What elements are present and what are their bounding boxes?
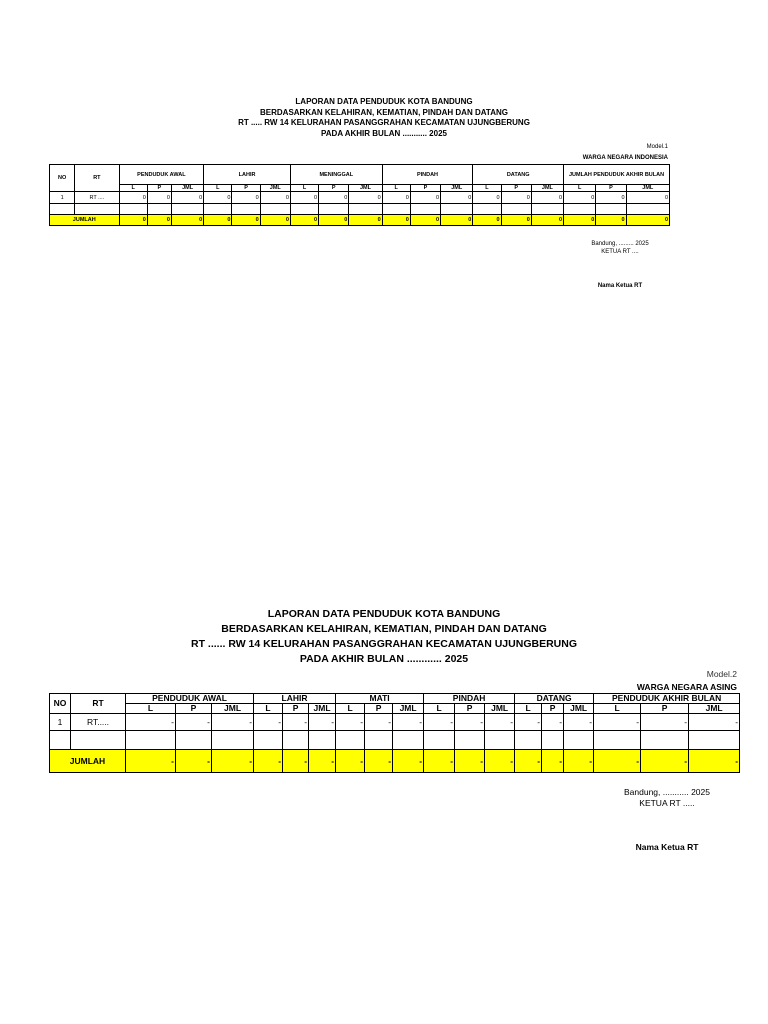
total-value: - bbox=[594, 750, 641, 773]
sub-header-l: L bbox=[473, 185, 501, 192]
cell-value: 0 bbox=[441, 192, 473, 204]
cell-value: 0 bbox=[260, 192, 290, 204]
cell-value: 0 bbox=[382, 192, 410, 204]
cell-value: 0 bbox=[290, 192, 318, 204]
row-no: 1 bbox=[50, 714, 71, 731]
cell-value: 0 bbox=[473, 192, 501, 204]
sign-role: KETUA RT ..... bbox=[639, 798, 695, 808]
title-line-3: RT ..... RW 14 KELURAHAN PASANGGRAHAN KECAMATAN UJUNGBERUNG bbox=[238, 118, 530, 127]
total-value: - bbox=[212, 750, 254, 773]
sub-header-l: L bbox=[424, 704, 455, 714]
cell-value: - bbox=[542, 714, 564, 731]
cell-value: 0 bbox=[171, 192, 203, 204]
total-value: - bbox=[485, 750, 515, 773]
cell-value: - bbox=[485, 714, 515, 731]
sign-role: KETUA RT .... bbox=[601, 249, 639, 255]
cell-value: 0 bbox=[531, 192, 563, 204]
sub-header-jml: JML bbox=[171, 185, 203, 192]
total-value: - bbox=[455, 750, 485, 773]
cell-value: 0 bbox=[349, 192, 382, 204]
group-header-pindah: PINDAH bbox=[382, 165, 473, 185]
citizen-type-label: WARGA NEGARA ASING bbox=[636, 682, 737, 692]
sub-header-p: P bbox=[232, 185, 260, 192]
total-row bbox=[50, 215, 670, 226]
sub-header-p: P bbox=[596, 185, 626, 192]
cell-value: - bbox=[365, 714, 393, 731]
total-value: 0 bbox=[349, 215, 382, 226]
total-value: 0 bbox=[441, 215, 473, 226]
total-value: 0 bbox=[260, 215, 290, 226]
sub-header-l: L bbox=[382, 185, 410, 192]
total-value: - bbox=[254, 750, 283, 773]
cell-value: 0 bbox=[564, 192, 596, 204]
cell-value: 0 bbox=[119, 192, 147, 204]
sign-name: Nama Ketua RT bbox=[597, 283, 643, 289]
sub-header-jml: JML bbox=[260, 185, 290, 192]
sub-header-l: L bbox=[564, 185, 596, 192]
sub-header-l: L bbox=[254, 704, 283, 714]
sub-header-p: P bbox=[147, 185, 171, 192]
total-value: 0 bbox=[119, 215, 147, 226]
cell-value: - bbox=[689, 714, 740, 731]
group-header-lahir: LAHIR bbox=[254, 694, 336, 704]
group-header-akhir-bulan: PENDUDUK AKHIR BULAN bbox=[594, 694, 740, 704]
sub-header-p: P bbox=[319, 185, 349, 192]
title-line-1: LAPORAN DATA PENDUDUK KOTA BANDUNG bbox=[295, 97, 473, 106]
cell-value: - bbox=[336, 714, 365, 731]
total-value: 0 bbox=[564, 215, 596, 226]
sub-header-l: L bbox=[336, 704, 365, 714]
sub-header-jml: JML bbox=[485, 704, 515, 714]
total-label: JUMLAH bbox=[50, 215, 120, 226]
population-table bbox=[49, 693, 740, 773]
total-value: - bbox=[336, 750, 365, 773]
total-value: 0 bbox=[319, 215, 349, 226]
total-value: - bbox=[126, 750, 176, 773]
sub-header-p: P bbox=[542, 704, 564, 714]
total-value: - bbox=[283, 750, 309, 773]
row-rt: RT..... bbox=[71, 714, 126, 731]
sub-header-jml: JML bbox=[441, 185, 473, 192]
cell-value: - bbox=[594, 714, 641, 731]
group-header-penduduk-awal: PENDUDUK AWAL bbox=[126, 694, 254, 704]
row-rt: RT .... bbox=[75, 192, 119, 204]
sub-header-p: P bbox=[501, 185, 531, 192]
sub-header-jml: JML bbox=[309, 704, 336, 714]
cell-value: - bbox=[254, 714, 283, 731]
title-line-3: RT ...... RW 14 KELURAHAN PASANGGRAHAN KECAMATAN UJUNGBERUNG bbox=[191, 638, 577, 650]
cell-value: - bbox=[641, 714, 689, 731]
title-line-2: BERDASARKAN KELAHIRAN, KEMATIAN, PINDAH DAN DATANG bbox=[221, 623, 547, 635]
cell-value: 0 bbox=[596, 192, 626, 204]
report-model-2 bbox=[0, 607, 768, 852]
sub-header-p: P bbox=[365, 704, 393, 714]
sub-header-jml: JML bbox=[212, 704, 254, 714]
group-header-pindah: PINDAH bbox=[424, 694, 515, 704]
cell-value: - bbox=[283, 714, 309, 731]
cell-value: - bbox=[176, 714, 212, 731]
cell-value: - bbox=[515, 714, 542, 731]
cell-value: - bbox=[393, 714, 424, 731]
cell-value: 0 bbox=[410, 192, 440, 204]
table-row bbox=[50, 192, 670, 204]
sub-header-p: P bbox=[176, 704, 212, 714]
col-header-no: NO bbox=[50, 694, 71, 714]
sub-header-jml: JML bbox=[531, 185, 563, 192]
group-header-datang: DATANG bbox=[515, 694, 594, 704]
group-header-penduduk-awal: PENDUDUK AWAL bbox=[119, 165, 204, 185]
table-row bbox=[50, 714, 740, 731]
row-no: 1 bbox=[50, 192, 75, 204]
total-row bbox=[50, 750, 740, 773]
sub-header-jml: JML bbox=[626, 185, 669, 192]
total-label: JUMLAH bbox=[50, 750, 126, 773]
title-line-4: PADA AKHIR BULAN ........... 2025 bbox=[321, 128, 447, 138]
total-value: 0 bbox=[290, 215, 318, 226]
sign-name: Nama Ketua RT bbox=[635, 842, 699, 852]
total-value: - bbox=[176, 750, 212, 773]
sub-header-p: P bbox=[410, 185, 440, 192]
sub-header-l: L bbox=[515, 704, 542, 714]
total-value: 0 bbox=[147, 215, 171, 226]
table-row-empty bbox=[50, 731, 740, 750]
sub-header-jml: JML bbox=[349, 185, 382, 192]
sub-header-jml: JML bbox=[689, 704, 740, 714]
cell-value: 0 bbox=[232, 192, 260, 204]
total-value: 0 bbox=[531, 215, 563, 226]
total-value: - bbox=[515, 750, 542, 773]
col-header-no: NO bbox=[50, 165, 75, 192]
group-header-jumlah-akhir: JUMLAH PENDUDUK AKHIR BULAN bbox=[564, 165, 670, 185]
col-header-rt: RT bbox=[75, 165, 119, 192]
sub-header-p: P bbox=[283, 704, 309, 714]
sub-header-l: L bbox=[204, 185, 232, 192]
total-value: 0 bbox=[596, 215, 626, 226]
group-header-datang: DATANG bbox=[473, 165, 564, 185]
total-value: 0 bbox=[171, 215, 203, 226]
title-line-4: PADA AKHIR BULAN ............ 2025 bbox=[299, 653, 469, 665]
cell-value: - bbox=[309, 714, 336, 731]
signature-block bbox=[570, 240, 670, 256]
cell-value: - bbox=[212, 714, 254, 731]
table-row-empty bbox=[50, 204, 670, 215]
total-value: 0 bbox=[501, 215, 531, 226]
cell-value: - bbox=[424, 714, 455, 731]
model-label: Model.2 bbox=[706, 669, 737, 679]
cell-value: - bbox=[126, 714, 176, 731]
title-line-2: BERDASARKAN KELAHIRAN, KEMATIAN, PINDAH DAN DATANG bbox=[260, 107, 508, 117]
sub-header-jml: JML bbox=[564, 704, 594, 714]
total-value: 0 bbox=[204, 215, 232, 226]
cell-value: 0 bbox=[501, 192, 531, 204]
total-value: - bbox=[393, 750, 424, 773]
report-model-1 bbox=[0, 97, 768, 289]
signature-block bbox=[612, 787, 722, 809]
sub-header-jml: JML bbox=[393, 704, 424, 714]
sign-place-date: Bandung, ......... 2025 bbox=[591, 241, 649, 247]
total-value: - bbox=[641, 750, 689, 773]
total-value: 0 bbox=[473, 215, 501, 226]
title-line-1: LAPORAN DATA PENDUDUK KOTA BANDUNG bbox=[267, 608, 501, 620]
col-header-rt: RT bbox=[71, 694, 126, 714]
group-header-lahir: LAHIR bbox=[204, 165, 291, 185]
report-title bbox=[0, 97, 768, 139]
population-table bbox=[49, 164, 670, 226]
cell-value: 0 bbox=[626, 192, 669, 204]
total-value: - bbox=[542, 750, 564, 773]
total-value: - bbox=[365, 750, 393, 773]
total-value: 0 bbox=[626, 215, 669, 226]
cell-value: 0 bbox=[319, 192, 349, 204]
report-title bbox=[0, 607, 768, 667]
total-value: - bbox=[689, 750, 740, 773]
group-header-mati: MATI bbox=[336, 694, 424, 704]
cell-value: 0 bbox=[147, 192, 171, 204]
total-value: 0 bbox=[410, 215, 440, 226]
sub-header-l: L bbox=[119, 185, 147, 192]
group-header-meninggal: MENINGGAL bbox=[290, 165, 382, 185]
cell-value: - bbox=[564, 714, 594, 731]
sub-header-p: P bbox=[641, 704, 689, 714]
citizen-type-label: WARGA NEGARA INDONESIA bbox=[582, 155, 668, 161]
total-value: 0 bbox=[232, 215, 260, 226]
model-label: Model.1 bbox=[646, 144, 668, 150]
total-value: - bbox=[564, 750, 594, 773]
cell-value: - bbox=[455, 714, 485, 731]
total-value: - bbox=[424, 750, 455, 773]
sub-header-p: P bbox=[455, 704, 485, 714]
cell-value: 0 bbox=[204, 192, 232, 204]
total-value: - bbox=[309, 750, 336, 773]
sub-header-l: L bbox=[594, 704, 641, 714]
sub-header-l: L bbox=[126, 704, 176, 714]
total-value: 0 bbox=[382, 215, 410, 226]
sign-place-date: Bandung, ........... 2025 bbox=[623, 787, 710, 797]
sub-header-l: L bbox=[290, 185, 318, 192]
